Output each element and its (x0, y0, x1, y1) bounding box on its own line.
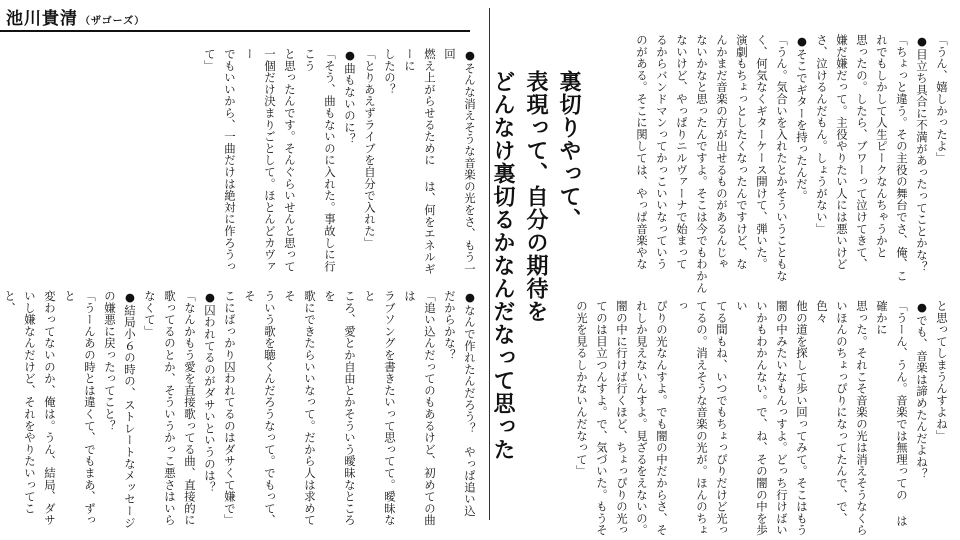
byline (6, 4, 145, 29)
column-upper-left: ●そんな消えそうな音楽の光をさ、もう一回 燃え上がらせるために は、何をエネルギーに したの？ 「とりあえずライブを自分で入れた」 ●曲もないのに？ 「そう、曲もないのに入れた。事故しに行こう と思ったんです。そんぐらいせんと思って 一個だけ決まりごとして。ほとんどカヴァー でもいいから、一曲だけは絶対に作ろうって」 (203, 48, 477, 275)
byline-name: 池川貴清 (6, 9, 78, 29)
headline: 裏切りやって、 表現って、自分の期待を どんなけ裏切るかなんだなって思った (490, 70, 581, 461)
byline-rule (0, 30, 470, 32)
byline-band: （ザゴーズ） (80, 16, 146, 27)
column-lower-right: と思ってしまうんすよね」 ●でも、音楽は諦めたんだよね？ 「うーん、うん。音楽では無理っての は確かに 思った。それこそ音楽の光は消えそうなくら いほんのちょっぴりになってたんで、で、色々 他の道を探して歩い回ってみて。そこはもう 闇の中みたいなもんっすよ。どっち行けばい いかもわかんない。で、ね、その闇の中を歩い てる間もね、いつでもちょっぴりだけど光っ てるの。消えそうな音楽の光が。ほんのちょっ ぴりの光なんすよ。でも闇の中だからさ、そ れしか見えないんすよ。見ざるをえないの。 闇の中に行けば行くほど、ちょっぴりの光っ てのは目立つんすよ。で、気づいた。もうそ の光を見るしかないんだなって」 (575, 300, 949, 536)
column-upper-right: 「うん、嬉しかったよ」 ●目立ち具合に不満があったってことかな？ 「ちょっと違う。その主役の舞台でさ、俺、こ れでもしかして人生ピークなんちゃうかと 思ったの。したら、ブワーって泣けてきて、 嫌だ嫌だって。主役やりたい人には悪いけど さ、泣けるんだもん。しょうがない」 ●そこでギターを持ったんだ。 「うん。気合いを入れたとかそういうこともな く、何気なくギターケース開けて、弾いた。 演劇もちょっとしたくなったんですけど、な んかまだ音楽の方が出せるものがあるんじゃ ないかなと思ったんですよ。そこは今でもわかん ないけど、やっぱりニルヴァーナで始まって るからバンドマンってかっこいいなっていう のがある。そこに関しては、やっぱ音楽やな (635, 34, 949, 294)
column-lower-left: ●なんで作れたんだろう？ やっぱ追い込 だからかな？ 「追い込んだってのもあるけど、初めての曲は ラブソングを書きたいって思ってて。曖昧なと ころ、愛とか自由とかそういう曖昧なところを 歌にできたらいいなって。だから人は求めてそ ういう歌を聴くんだろうなって。でもって、そ こにばっかり囚われてるのはダサくて嫌で」 ●囚われてるのがダサいというのは？ 「なんかもう愛を直接歌ってる曲、直接的に 歌ってるのとか、そういうかっこ悪さはいら なくて」 ●結局小６の時の、ストレートなメッセージ の嫌悪に戻ったってこと？ 「うーんあの時とは違くて、でもまあ、ずっと 変わってないのか、俺は。うん、結局、ダサ いし嫌なんだけど、それをやりたいってこと、 (3, 290, 477, 529)
